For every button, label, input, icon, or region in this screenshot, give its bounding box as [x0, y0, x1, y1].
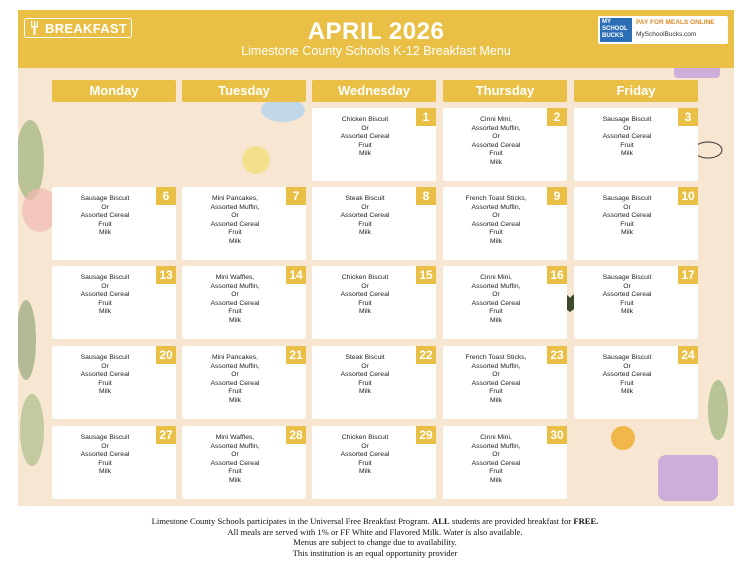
- day-cell: [443, 426, 567, 499]
- day-header-thursday: Thursday: [443, 80, 567, 102]
- myschoolbucks-banner[interactable]: [598, 16, 728, 44]
- day-header-tuesday: Tuesday: [182, 80, 306, 102]
- footer-line-1-mid: students are provided breakfast for: [449, 516, 574, 526]
- footer-line-1: [0, 516, 750, 527]
- menu-text: Mini Pancakes, Assorted Muffin, Or Assorted Cereal Fruit Milk: [210, 195, 260, 245]
- date-number: 14: [286, 266, 306, 284]
- date-number: 27: [156, 426, 176, 444]
- date-number: 2: [547, 108, 567, 126]
- day-cell: [52, 346, 176, 419]
- menu-text: Sausage Biscuit Or Assorted Cereal Fruit Milk: [80, 274, 130, 316]
- date-number: 23: [547, 346, 567, 364]
- day-cell: [443, 346, 567, 419]
- menu-text: Sausage Biscuit Or Assorted Cereal Fruit Milk: [602, 354, 652, 396]
- myschoolbucks-logo: MY SCHOOL BUCKS: [600, 18, 632, 42]
- breakfast-label: BREAKFAST: [45, 20, 128, 36]
- date-number: 20: [156, 346, 176, 364]
- menu-text: Sausage Biscuit Or Assorted Cereal Fruit Milk: [80, 434, 130, 476]
- menu-text: Chicken Biscuit Or Assorted Cereal Fruit Milk: [340, 274, 390, 316]
- day-header-wednesday: Wednesday: [312, 80, 436, 102]
- date-number: 16: [547, 266, 567, 284]
- pay-online-text: PAY FOR MEALS ONLINE: [636, 19, 715, 26]
- page-subtitle: Limestone County Schools K-12 Breakfast Menu: [241, 44, 511, 58]
- day-header-monday: Monday: [52, 80, 176, 102]
- leaf-shape: [18, 300, 36, 380]
- day-cell: [574, 266, 698, 339]
- menu-text: Mini Waffles, Assorted Muffin, Or Assorted Cereal Fruit Milk: [210, 274, 260, 324]
- day-cell: [574, 108, 698, 181]
- footer-line-1-text: Limestone County Schools participates in the Universal Free Breakfast Program.: [151, 516, 433, 526]
- day-cell: [312, 346, 436, 419]
- date-number: 22: [416, 346, 436, 364]
- menu-text: Steak Biscuit Or Assorted Cereal Fruit Milk: [340, 354, 390, 396]
- date-number: 10: [678, 187, 698, 205]
- day-cell: [443, 187, 567, 260]
- footer-line-4: This institution is an equal opportunity provider: [292, 547, 458, 558]
- footer-free-emphasis: FREE.: [573, 516, 599, 526]
- day-cell: [52, 426, 176, 499]
- menu-text: Cinni Mini, Assorted Muffin, Or Assorted Cereal Fruit Milk: [471, 434, 521, 484]
- footer-all-emphasis: ALL: [432, 516, 450, 526]
- menu-text: Chicken Biscuit Or Assorted Cereal Fruit Milk: [340, 116, 390, 158]
- menu-text: Mini Waffles, Assorted Muffin, Or Assorted Cereal Fruit Milk: [210, 434, 260, 484]
- day-cell: [312, 187, 436, 260]
- menu-text: Sausage Biscuit Or Assorted Cereal Fruit Milk: [80, 354, 130, 396]
- day-cell: [52, 187, 176, 260]
- flower-shape: [611, 426, 635, 450]
- menu-text: Steak Biscuit Or Assorted Cereal Fruit Milk: [340, 195, 390, 237]
- day-cell: [52, 266, 176, 339]
- menu-text: Cinni Mini, Assorted Muffin, Or Assorted Cereal Fruit Milk: [471, 116, 521, 166]
- myschoolbucks-link[interactable]: MySchoolBucks.com: [636, 31, 697, 38]
- day-cell: [182, 266, 306, 339]
- date-number: 28: [286, 426, 306, 444]
- leaf-shape: [708, 380, 728, 440]
- date-number: 24: [678, 346, 698, 364]
- day-cell: [443, 108, 567, 181]
- menu-text: Sausage Biscuit Or Assorted Cereal Fruit Milk: [80, 195, 130, 237]
- menu-sheet: [18, 10, 734, 506]
- menu-text: Sausage Biscuit Or Assorted Cereal Fruit Milk: [602, 274, 652, 316]
- menu-text: French Toast Sticks, Assorted Muffin, Or Assorted Cereal Fruit Milk: [465, 354, 527, 404]
- rain-boots-shape: [658, 455, 718, 501]
- date-number: 3: [678, 108, 698, 126]
- date-number: 21: [286, 346, 306, 364]
- day-cell: [312, 266, 436, 339]
- date-number: 30: [547, 426, 567, 444]
- day-header-friday: Friday: [574, 80, 698, 102]
- date-number: 7: [286, 187, 306, 205]
- menu-text: Mini Pancakes, Assorted Muffin, Or Assorted Cereal Fruit Milk: [210, 354, 260, 404]
- menu-text: Chicken Biscuit Or Assorted Cereal Fruit Milk: [340, 434, 390, 476]
- menu-text: Sausage Biscuit Or Assorted Cereal Fruit Milk: [602, 116, 652, 158]
- flower-shape: [242, 146, 270, 174]
- header-banner: [18, 10, 734, 68]
- date-number: 1: [416, 108, 436, 126]
- date-number: 6: [156, 187, 176, 205]
- date-number: 9: [547, 187, 567, 205]
- date-number: 8: [416, 187, 436, 205]
- leaf-shape: [20, 394, 44, 466]
- footer-line-3: Menus are subject to change due to availability.: [293, 537, 457, 547]
- menu-text: French Toast Sticks, Assorted Muffin, Or Assorted Cereal Fruit Milk: [465, 195, 527, 245]
- menu-text: Sausage Biscuit Or Assorted Cereal Fruit Milk: [602, 195, 652, 237]
- page-title: APRIL 2026: [307, 18, 445, 45]
- day-cell: [182, 346, 306, 419]
- leaf-shape: [18, 120, 44, 200]
- planet-shape: [694, 142, 722, 158]
- footer-notes: [0, 516, 750, 558]
- day-cell: [312, 108, 436, 181]
- date-number: 13: [156, 266, 176, 284]
- date-number: 17: [678, 266, 698, 284]
- day-cell: [312, 426, 436, 499]
- day-cell: [574, 187, 698, 260]
- date-number: 29: [416, 426, 436, 444]
- day-cell: [182, 187, 306, 260]
- day-cell: [443, 266, 567, 339]
- day-cell: [574, 346, 698, 419]
- date-number: 15: [416, 266, 436, 284]
- day-cell: [182, 426, 306, 499]
- footer-line-2: All meals are served with 1% or FF White and Flavored Milk. Water is also available.: [227, 526, 523, 537]
- menu-text: Cinni Mini, Assorted Muffin, Or Assorted Cereal Fruit Milk: [471, 274, 521, 324]
